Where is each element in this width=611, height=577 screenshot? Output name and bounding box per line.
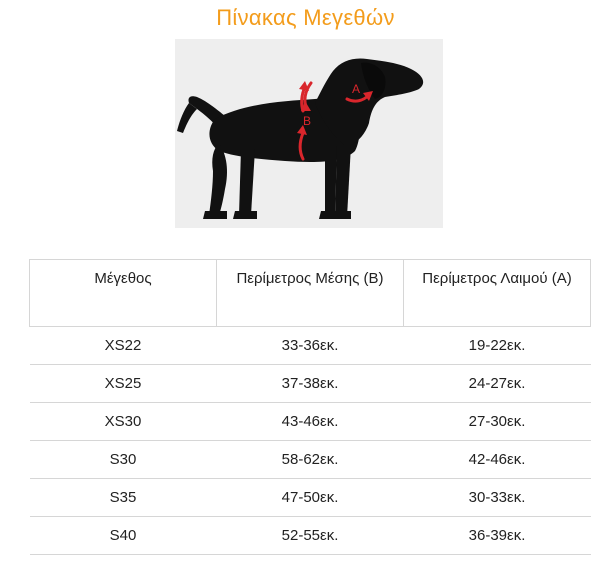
table-row [30,403,591,441]
table-header-row [30,260,591,327]
cell-waist: 58-62εκ. [217,441,404,479]
table-row [30,327,591,365]
cell-waist: 52-55εκ. [217,517,404,555]
cell-size: XS30 [30,403,217,441]
size-chart-table [29,259,591,555]
table-row [30,517,591,555]
cell-waist: 43-46εκ. [217,403,404,441]
cell-waist: 33-36εκ. [217,327,404,365]
cell-size: S40 [30,517,217,555]
label-b: B [303,114,312,128]
cell-size: XS22 [30,327,217,365]
header-waist: Περίμετρος Μέσης (B) [217,260,404,327]
cell-size: S30 [30,441,217,479]
cell-neck: 42-46εκ. [404,441,591,479]
table-row [30,441,591,479]
table-row [30,479,591,517]
cell-neck: 36-39εκ. [404,517,591,555]
cell-size: XS25 [30,365,217,403]
header-neck: Περίμετρος Λαιμού (A) [404,260,591,327]
table-row [30,365,591,403]
page-title: Πίνακας Μεγεθών [216,5,395,30]
cell-neck: 30-33εκ. [404,479,591,517]
cell-size: S35 [30,479,217,517]
label-a: A [352,82,361,96]
cell-neck: 19-22εκ. [404,327,591,365]
cell-waist: 37-38εκ. [217,365,404,403]
cell-waist: 47-50εκ. [217,479,404,517]
dog-measurement-figure [175,39,443,228]
cell-neck: 24-27εκ. [404,365,591,403]
header-size: Μέγεθος [30,260,217,327]
cell-neck: 27-30εκ. [404,403,591,441]
dog-silhouette-icon [175,39,443,228]
